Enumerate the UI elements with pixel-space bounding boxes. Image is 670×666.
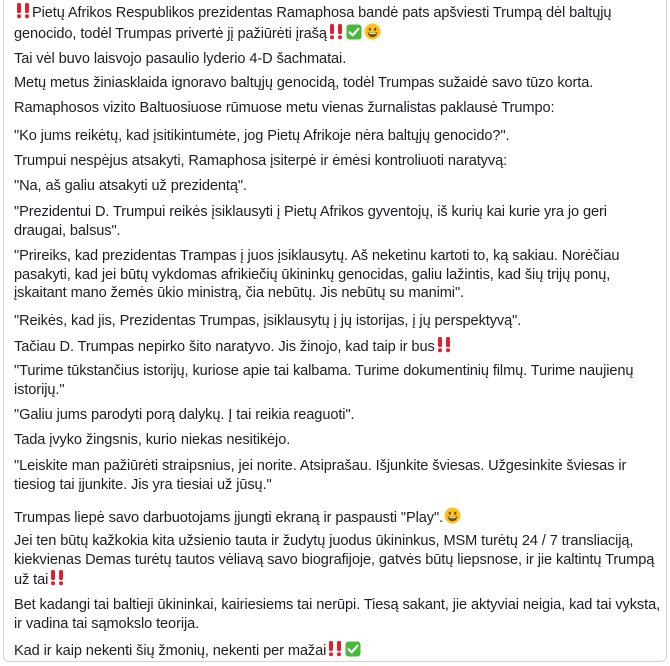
paragraph-text: Trumpas liepė savo darbuotojams įjungti ekraną ir paspausti "Play".	[14, 510, 443, 526]
post-paragraph	[14, 177, 662, 196]
double-exclamation-icon	[436, 336, 452, 353]
paragraph-text: Tai vėl buvo laisvojo pasaulio lyderio 4-D šachmatai.	[14, 51, 347, 67]
paragraph-text: Tada įvyko žingsnis, kurio niekas nesitikėjo.	[14, 432, 291, 448]
post-paragraph	[14, 312, 662, 331]
post-paragraph	[14, 406, 662, 425]
post-paragraph	[14, 2, 662, 43]
paragraph-text: "Ko jums reikėtų, kad įsitikintumėte, jog Pietų Afrikoje nėra baltųjų genocido?".	[14, 128, 510, 144]
paragraph-text: "Turime tūkstančius istorijų, kuriose apie tai kalbama. Turime dokumentinių filmų. Turime naujienų istorijų."	[14, 363, 634, 398]
post-paragraph	[14, 127, 662, 146]
paragraph-text: Jei ten būtų kažkokia kita užsienio tauta ir žudytų juodus ūkininkus, MSM turėtų 24 / 7 transliaciją, kiekvienas Demas turėtų tautos vėliavą savo biografijoje, gatvės būtų liepsnose, ir jie kaltintų Trumpą už tai	[14, 533, 655, 589]
post-paragraph	[14, 336, 662, 357]
post-paragraph	[14, 50, 662, 69]
paragraph-text: Metų metus žiniasklaida ignoravo baltųjų genocidą, todėl Trumpas sužaidė savo tūzo korta.	[14, 75, 594, 91]
paragraph-text: Trumpui nespėjus atsakyti, Ramaphosa įsiterpė ir ėmėsi kontroliuoti naratyvą:	[14, 153, 508, 169]
paragraph-text: Tačiau D. Trumpas nepirko šito naratyvo. Jis žinojo, kad taip ir bus	[14, 339, 435, 355]
paragraph-text: Kad ir kaip nekenti šių žmonių, nekenti per mažai	[14, 643, 327, 659]
double-exclamation-icon	[15, 2, 31, 19]
paragraph-text: Ramaphosos vizito Baltuosiuose rūmuose metu vienas žurnalistas paklausė Trumpo:	[14, 100, 555, 116]
paragraph-text: Pietų Afrikos Respublikos prezidentas Ramaphosa bandė pats apšviesti Trumpą dėl baltųjų genocido, todėl Trumpas privertė jį pažiūrėti įrašą	[14, 5, 612, 42]
check-mark-button-icon	[345, 641, 361, 657]
post-paragraph	[14, 362, 662, 399]
post-paragraph	[14, 457, 662, 494]
post-paragraph	[14, 431, 662, 450]
post-paragraph	[14, 640, 662, 661]
post-paragraph	[14, 507, 662, 528]
post-paragraph	[14, 532, 662, 590]
double-exclamation-icon	[327, 640, 343, 657]
post-paragraph	[14, 152, 662, 171]
grinning-face-icon	[364, 23, 381, 40]
paragraph-text: "Reikės, kad jis, Prezidentas Trumpas, įsiklausytų į jų istorijas, į jų perspektyvą".	[14, 313, 522, 329]
double-exclamation-icon	[49, 569, 65, 586]
grinning-face-icon	[444, 507, 461, 524]
post-paragraph	[14, 74, 662, 93]
post-paragraph	[14, 99, 662, 118]
check-mark-button-icon	[346, 24, 362, 40]
post-card	[3, 0, 667, 662]
paragraph-text: "Prireiks, kad prezidentas Trampas į juos įsiklausytų. Aš neketinu kartoti to, ką sakiau. Norėčiau pasakyti, kad jei būtų vykdomas afrikiečių ūkininkų genocidas, galiu lažintis, kad šių trijų ponų, įskaitant mano žemės ūkio ministrą, čia nebūtų. Jis nebūtų su manimi".	[14, 248, 620, 302]
paragraph-text: "Leiskite man pažiūrėti straipsnius, jei norite. Atsiprašau. Išjunkite šviesas. Užgesinkite šviesas ir tiesiog tai įjunkite. Jis yra tiesiai už jūsų."	[14, 458, 627, 493]
paragraph-text: Bet kadangi tai baltieji ūkininkai, kairiesiems tai nerūpi. Tiesą sakant, jie aktyviai neigia, kad tai vyksta, ir vadina tai sąmokslo teorija.	[14, 597, 661, 632]
paragraph-text: "Na, aš galiu atsakyti už prezidentą".	[14, 178, 247, 194]
paragraph-text: "Galiu jums parodyti porą dalykų. Į tai reikia reaguoti".	[14, 407, 355, 423]
double-exclamation-icon	[328, 23, 344, 40]
post-paragraph	[14, 596, 662, 633]
paragraph-text: "Prezidentui D. Trumpui reikės įsiklausyti į Pietų Afrikos gyventojų, iš kurių kai kurie yra jo geri draugai, balsus".	[14, 204, 607, 239]
post-paragraph	[14, 247, 662, 303]
post-paragraph	[14, 203, 662, 240]
